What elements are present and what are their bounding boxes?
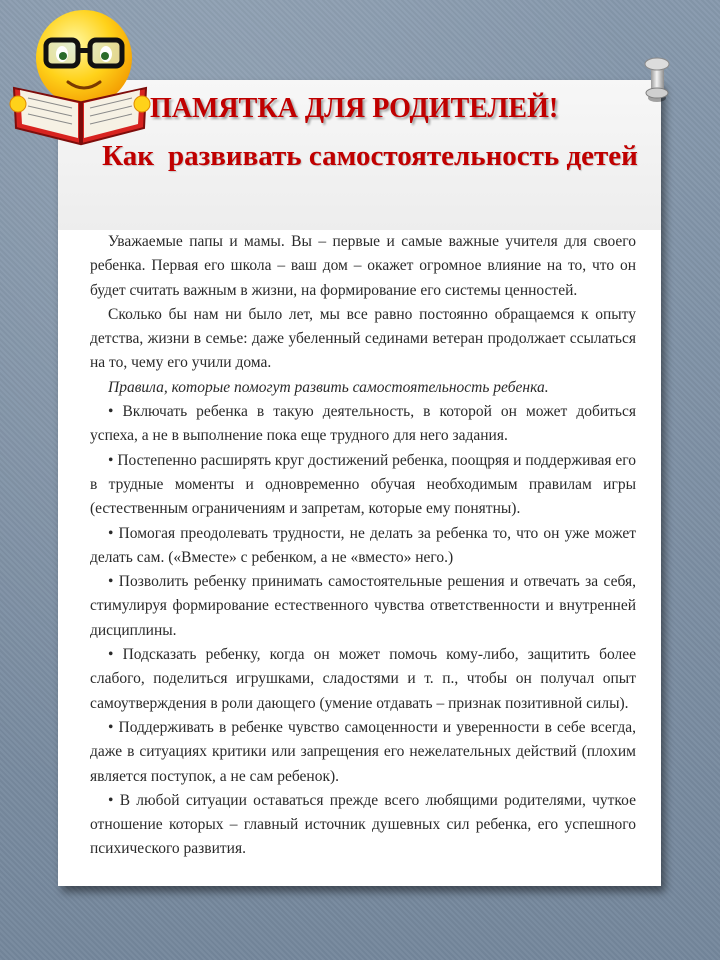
rule-item: • Постепенно расширять круг достижений ребенка, поощряя и поддерживая его в трудные моменты и одновременно обучая необходимым правилам игры (естественным ограничениям и запретам, которые ему понятны). <box>90 451 636 518</box>
rule-item: • Позволить ребенку принимать самостоятельные решения и отвечать за себя, стимулируя формирование естественного чувства ответственности и внутренней дисциплины. <box>90 573 636 639</box>
memo-title-exclaim: ! <box>548 93 559 124</box>
memo-subtitle-rest: развивать самостоятельность детей <box>167 140 638 172</box>
rule-item: • Помогая преодолевать трудности, не делать за ребенка то, что он уже может делать сам. («Вместе» с ребенком, а не «вместо» него.) <box>90 524 636 566</box>
intro-paragraph: Сколько бы нам ни было лет, мы все равно постоянно обращаемся к опыту детства, жизни в семье: даже убеленный сединами ветеран продолжает ссылаться на то, чему его учили дома. <box>90 305 636 372</box>
memo-subtitle-word: Как <box>102 140 154 172</box>
rules-heading: Правила, которые помогут развить самостоятельность ребенка. <box>108 378 549 396</box>
rule-item: • В любой ситуации оставаться прежде всего любящими родителями, чуткое отношение которых – главный источник душевных сил ребенка, его успешного психического развития. <box>90 791 636 858</box>
memo-title <box>150 93 650 125</box>
smiley-reading-book-icon <box>6 4 156 146</box>
rule-item: • Поддерживать в ребенке чувство самоценности и уверенности в себе всегда, даже в ситуациях критики или запрещения его нежелательных действий (плохим является поступок, а не сам ребенок). <box>90 718 636 785</box>
rule-item: • Включать ребенка в такую деятельность, в которой он может добиться успеха, а не в выполнение пока еще трудного для него задания. <box>90 403 636 445</box>
memo-title-text: ПАМЯТКА ДЛЯ РОДИТЕЛЕЙ <box>150 93 549 124</box>
memo-body <box>90 230 636 862</box>
intro-paragraph: Уважаемые папы и мамы. Вы – первые и самые важные учителя для своего ребенка. Первая его школа – ваш дом – окажет огромное влияние на то, что он будет считать важным в жизни, на формирование его системы ценностей. <box>90 233 636 299</box>
rule-item: • Подсказать ребенку, когда он может помочь кому-либо, защитить более слабого, поделиться игрушками, сладостями и т. п., чтобы он получал опыт самоутверждения в роли дающего (умение отдавать – признак позитивной силы). <box>90 646 636 712</box>
memo-subtitle <box>85 138 655 175</box>
